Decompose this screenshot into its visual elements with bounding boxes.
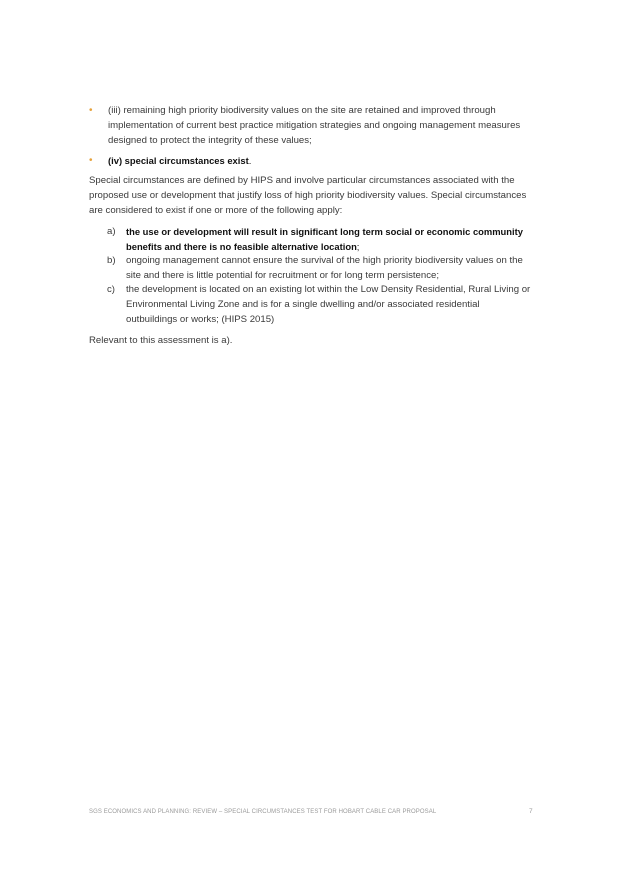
list-text: the use or development will result in significant long term social or economic community benefits and there is no feasible alternative location: [126, 226, 523, 252]
bullet-text: (iv) special circumstances exist: [108, 155, 249, 166]
bullet-text-wrap: [108, 153, 251, 168]
bullet-trail: .: [248, 155, 252, 166]
list-text: ongoing management cannot ensure the survival of the high priority biodiversity values on the site and there is little potential for recruitment or for long term persistence;: [126, 255, 523, 281]
bullet-marker: •: [89, 155, 93, 166]
list-text: the development is located on an existing lot within the Low Density Residential, Rural Living or Environmental Living Zone and is for a single dwelling and/or associated residential outbuildings or works; (HIPS 2015): [126, 284, 531, 325]
list-label: a): [107, 226, 116, 237]
paragraph-relevant: Relevant to this assessment is a).: [89, 335, 233, 346]
list-text-wrap: [126, 224, 556, 254]
list-trail: ;: [356, 241, 360, 252]
page-number: 7: [529, 808, 533, 815]
paragraph-special-circumstances: Special circumstances are defined by HIPS and involve particular circumstances associated with the proposed use or development that justify loss of high priority biodiversity values. Special circumstances are considered to exist if one or more of the following apply:: [89, 175, 527, 216]
list-label: c): [107, 284, 115, 295]
page-footer: SGS ECONOMICS AND PLANNING: REVIEW – SPECIAL CIRCUMSTANCES TEST FOR HOBART CABLE CAR PROPOSAL: [89, 809, 437, 815]
list-label: b): [107, 255, 116, 266]
bullet-text: (iii) remaining high priority biodiversity values on the site are retained and improved through implementation of current best practice mitigation strategies and ongoing management measures designed to protect the integrity of these values;: [108, 105, 521, 146]
bullet-marker: •: [89, 105, 93, 116]
